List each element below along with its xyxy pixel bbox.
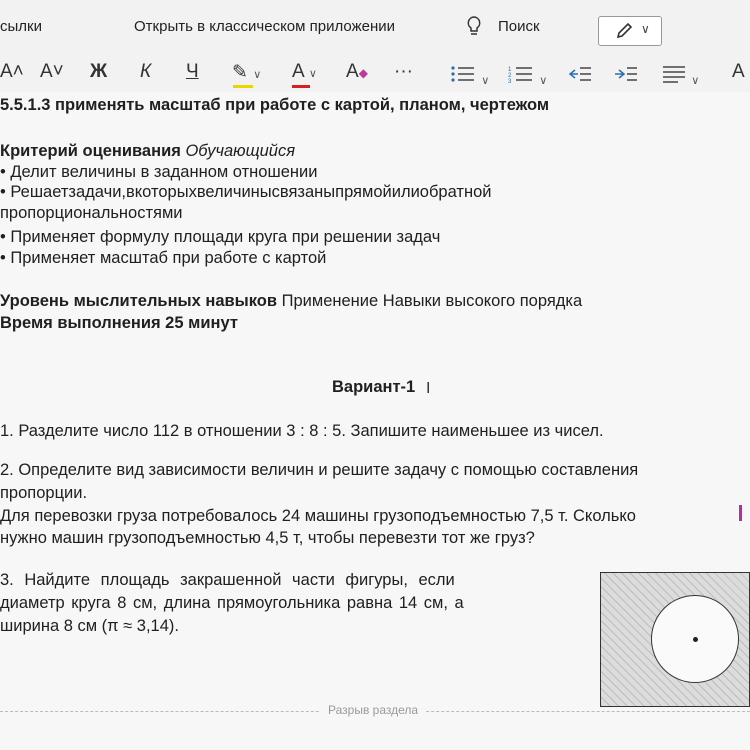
- shaded-rectangle-figure: [600, 572, 750, 707]
- skills-level-title: Уровень мыслительных навыков: [0, 292, 278, 310]
- criteria-item: • Делит величины в заданном отношении: [0, 163, 318, 181]
- more-options-button[interactable]: ···: [394, 61, 413, 82]
- shrink-font-button[interactable]: A˅: [40, 61, 64, 82]
- chevron-down-icon: ∨: [481, 75, 490, 87]
- decrease-indent-icon: [568, 64, 592, 84]
- chevron-down-icon: ∨: [308, 68, 317, 80]
- criteria-item: • Применяет формулу площади круга при решении задач: [0, 228, 441, 246]
- font-color-bar: [292, 85, 310, 88]
- criteria-title: Критерий оценивания: [0, 142, 181, 160]
- align-button[interactable]: [662, 64, 699, 90]
- question-1: 1. Разделите число 112 в отношении 3 : 8 : 5. Запишите наименьшее из чисел.: [0, 422, 604, 440]
- numbered-list-button[interactable]: [508, 64, 547, 90]
- criteria-item: • Решаетзадачи,вкоторыхвеличинысвязаныпрямойилиобратной: [0, 183, 492, 201]
- circle-center-dot: [693, 637, 698, 642]
- question-2-line: нужно машин грузоподъемностью 4,5 т, чтобы перевезти тот же груз?: [0, 529, 535, 547]
- criteria-item: • Применяет масштаб при работе с картой: [0, 249, 327, 267]
- skills-level-line: [0, 292, 582, 311]
- decrease-indent-button[interactable]: [568, 64, 592, 90]
- question-3-line: диаметр круга 8 см, длина прямоугольника равна 14 см, а: [0, 594, 464, 612]
- increase-indent-icon: [614, 64, 638, 84]
- question-3-line: ширина 8 см (π ≈ 3,14).: [0, 617, 179, 635]
- text-cursor-icon: I: [426, 380, 431, 397]
- styles-button[interactable]: A: [732, 61, 745, 82]
- bold-button[interactable]: Ж: [90, 61, 108, 82]
- formatting-toolbar: [0, 55, 750, 91]
- editing-mode-button[interactable]: [598, 16, 662, 46]
- bullet-list-icon: [450, 64, 476, 84]
- chevron-down-icon: ∨: [253, 69, 262, 81]
- chevron-down-icon: ∨: [691, 75, 700, 87]
- time-line: Время выполнения 25 минут: [0, 314, 238, 332]
- ribbon-tabs: [0, 0, 750, 52]
- open-in-desktop-app-button[interactable]: Открыть в классическом приложении: [134, 18, 395, 35]
- criteria-heading: [0, 142, 295, 161]
- criteria-subject: Обучающийся: [185, 142, 296, 160]
- clear-format-icon: A: [346, 61, 359, 82]
- svg-text:2: 2: [508, 73, 512, 79]
- italic-button[interactable]: К: [140, 61, 152, 82]
- chevron-down-icon: ∨: [539, 75, 548, 87]
- highlight-button[interactable]: [232, 61, 261, 84]
- comment-marker[interactable]: [739, 505, 742, 521]
- criteria-item: пропорциональностями: [0, 204, 183, 222]
- svg-text:1: 1: [508, 67, 512, 73]
- highlight-color-bar: [233, 85, 253, 88]
- highlighter-icon: ✎: [232, 62, 248, 83]
- skills-level-value: Применение Навыки высокого порядка: [281, 292, 583, 310]
- lightbulb-icon: [466, 15, 482, 41]
- question-3-line: 3. Найдите площадь закрашенной части фигуры, если: [0, 571, 455, 589]
- underline-button[interactable]: Ч: [186, 61, 199, 82]
- increase-indent-button[interactable]: [614, 64, 638, 90]
- standard-line: 5.5.1.3 применять масштаб при работе с картой, планом, чертежом: [0, 96, 550, 114]
- bullet-list-button[interactable]: [450, 64, 489, 90]
- numbered-list-icon: [508, 64, 534, 84]
- question-2-line: 2. Определите вид зависимости величин и решите задачу с помощью составления: [0, 461, 639, 479]
- svg-text:3: 3: [508, 79, 512, 84]
- circle-shape: [651, 595, 739, 683]
- font-color-button[interactable]: [292, 61, 317, 83]
- tab-references[interactable]: сылки: [0, 18, 42, 35]
- pencil-icon: [615, 22, 633, 45]
- grow-font-button[interactable]: A˄: [0, 61, 24, 82]
- question-2-line: Для перевозки груза потребовалось 24 машины грузоподъемностью 7,5 т. Сколько: [0, 507, 636, 525]
- search-label[interactable]: Поиск: [498, 18, 540, 35]
- ribbon: [0, 0, 750, 92]
- variant-title: Вариант-1: [332, 378, 416, 396]
- font-color-icon: A: [292, 61, 304, 82]
- chevron-down-icon: ∨: [641, 22, 650, 36]
- section-break-label: Разрыв раздела: [320, 703, 426, 717]
- align-icon: [662, 64, 686, 84]
- clear-formatting-button[interactable]: A◆: [346, 61, 368, 82]
- question-2-line: пропорции.: [0, 484, 88, 502]
